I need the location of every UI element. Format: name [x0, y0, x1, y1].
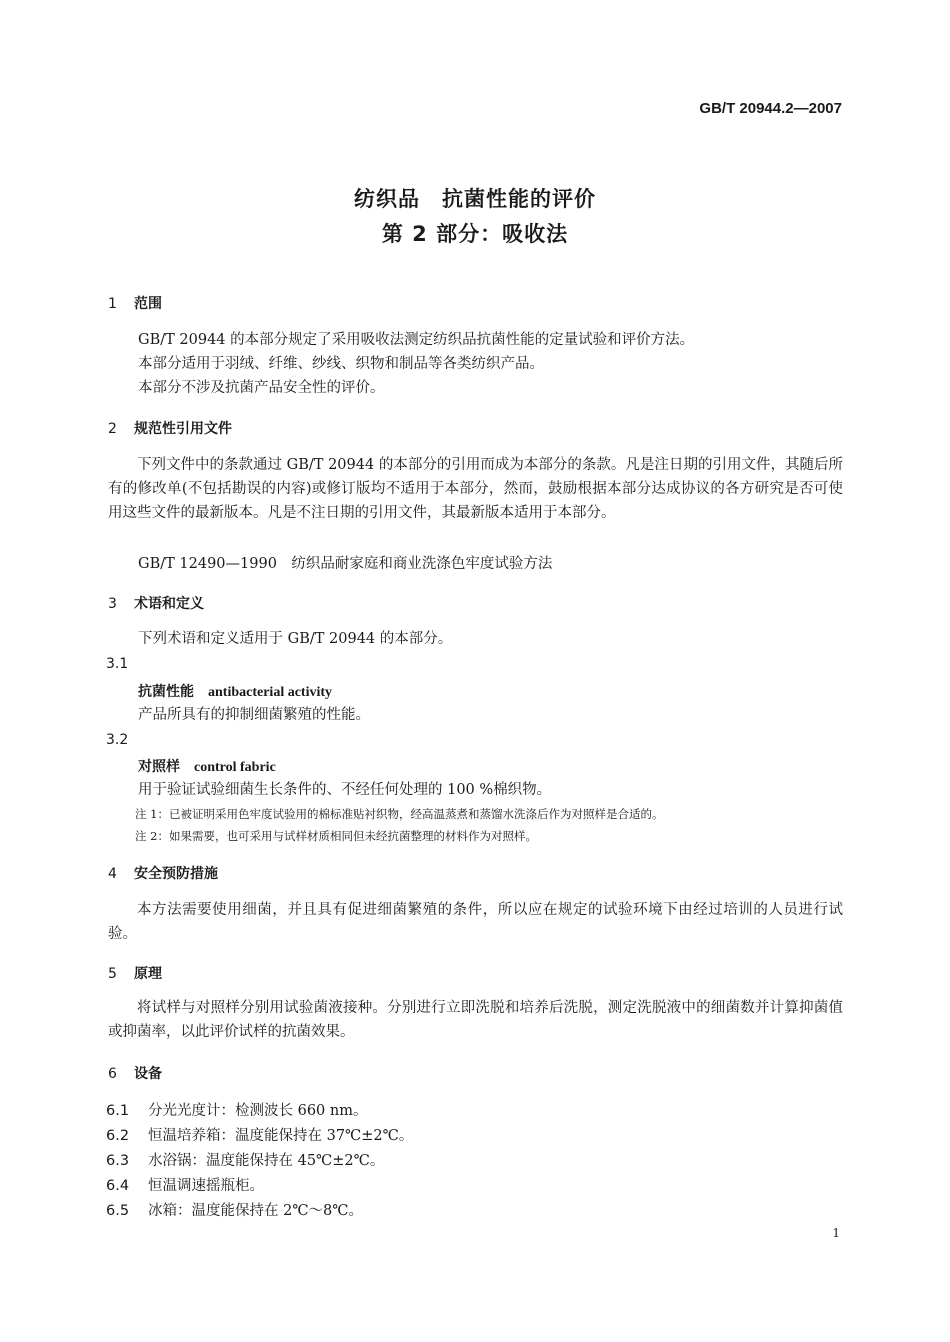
note: 注 2：如果需要，也可采用与试样材质相同但未经抗菌整理的材料作为对照样。	[135, 829, 537, 843]
paragraph: 本部分适用于羽绒、纤维、纱线、织物和制品等各类纺织产品。	[138, 356, 544, 372]
item-number: 6.1	[106, 1103, 130, 1119]
page-number: 1	[832, 1226, 840, 1240]
section-1-heading	[108, 293, 162, 313]
term-zh: 对照样	[138, 759, 180, 775]
section-4-heading	[108, 863, 218, 883]
section-title: 术语和定义	[134, 596, 204, 612]
term-number: 3.1	[106, 656, 129, 672]
paragraph: 下列术语和定义适用于 GB/T 20944 的本部分。	[138, 631, 453, 647]
item-text: 恒温培养箱：温度能保持在 37℃±2℃。	[148, 1128, 414, 1144]
term-entry	[138, 756, 276, 776]
item-number: 6.2	[106, 1128, 130, 1144]
equipment-item	[106, 1149, 384, 1170]
document-title: 纺织品 抗菌性能的评价	[354, 187, 596, 211]
section-title: 范围	[134, 296, 162, 312]
paragraph: 本部分不涉及抗菌产品安全性的评价。	[138, 380, 385, 396]
normative-reference: GB/T 12490—1990 纺织品耐家庭和商业洗涤色牢度试验方法	[138, 556, 553, 572]
term-en: antibacterial activity	[208, 685, 333, 700]
document-subtitle: 第 2 部分：吸收法	[381, 222, 569, 246]
equipment-item	[106, 1124, 413, 1145]
term-entry	[138, 681, 332, 701]
paragraph: GB/T 20944 的本部分规定了采用吸收法测定纺织品抗菌性能的定量试验和评价方法。	[138, 332, 695, 348]
item-text: 冰箱：温度能保持在 2℃～8℃。	[148, 1203, 363, 1219]
term-en: control fabric	[194, 760, 276, 775]
item-number: 6.4	[106, 1178, 130, 1194]
item-number: 6.3	[106, 1153, 130, 1169]
section-number: 2	[108, 421, 117, 437]
section-3-heading	[108, 593, 204, 613]
term-number: 3.2	[106, 732, 129, 748]
section-title: 安全预防措施	[134, 866, 218, 882]
section-number: 4	[108, 866, 117, 882]
section-title: 原理	[134, 966, 162, 982]
item-text: 分光光度计：检测波长 660 nm。	[148, 1103, 368, 1119]
item-text: 恒温调速摇瓶柜。	[148, 1178, 264, 1194]
paragraph: 将试样与对照样分别用试验菌液接种。分别进行立即洗脱和培养后洗脱，测定洗脱液中的细菌数并计算抑菌值或抑菌率，以此评价试样的抗菌效果。	[108, 1000, 843, 1040]
standard-code: GB/T 20944.2—2007	[699, 100, 842, 117]
note: 注 1：已被证明采用色牢度试验用的棉标准贴衬织物，经高温蒸煮和蒸馏水洗涤后作为对照样是合适的。	[135, 807, 664, 821]
section-2-heading	[108, 418, 232, 438]
term-definition: 产品所具有的抑制细菌繁殖的性能。	[138, 707, 370, 723]
term-zh: 抗菌性能	[138, 684, 194, 700]
paragraph: 下列文件中的条款通过 GB/T 20944 的本部分的引用而成为本部分的条款。凡是注日期的引用文件，其随后所有的修改单(不包括勘误的内容)或修订版均不适用于本部分，然而，鼓励根据本部分达成协议的各方研究是否可使用这些文件的最新版本。凡是不注日期的引用文件，其最新版本适用于本部分。	[108, 457, 843, 521]
section-number: 5	[108, 966, 117, 982]
section-title: 规范性引用文件	[134, 421, 232, 437]
section-5-heading	[108, 963, 162, 983]
section-6-heading	[108, 1063, 162, 1083]
paragraph: 本方法需要使用细菌，并且具有促进细菌繁殖的条件，所以应在规定的试验环境下由经过培训的人员进行试验。	[108, 902, 843, 942]
item-text: 水浴锅：温度能保持在 45℃±2℃。	[148, 1153, 385, 1169]
section-number: 3	[108, 596, 117, 612]
equipment-item	[106, 1199, 363, 1220]
equipment-item	[106, 1174, 264, 1195]
equipment-item	[106, 1099, 367, 1120]
section-number: 6	[108, 1066, 117, 1082]
item-number: 6.5	[106, 1203, 130, 1219]
term-definition: 用于验证试验细菌生长条件的、不经任何处理的 100 %棉织物。	[138, 782, 552, 798]
section-title: 设备	[134, 1066, 162, 1082]
section-number: 1	[108, 296, 117, 312]
